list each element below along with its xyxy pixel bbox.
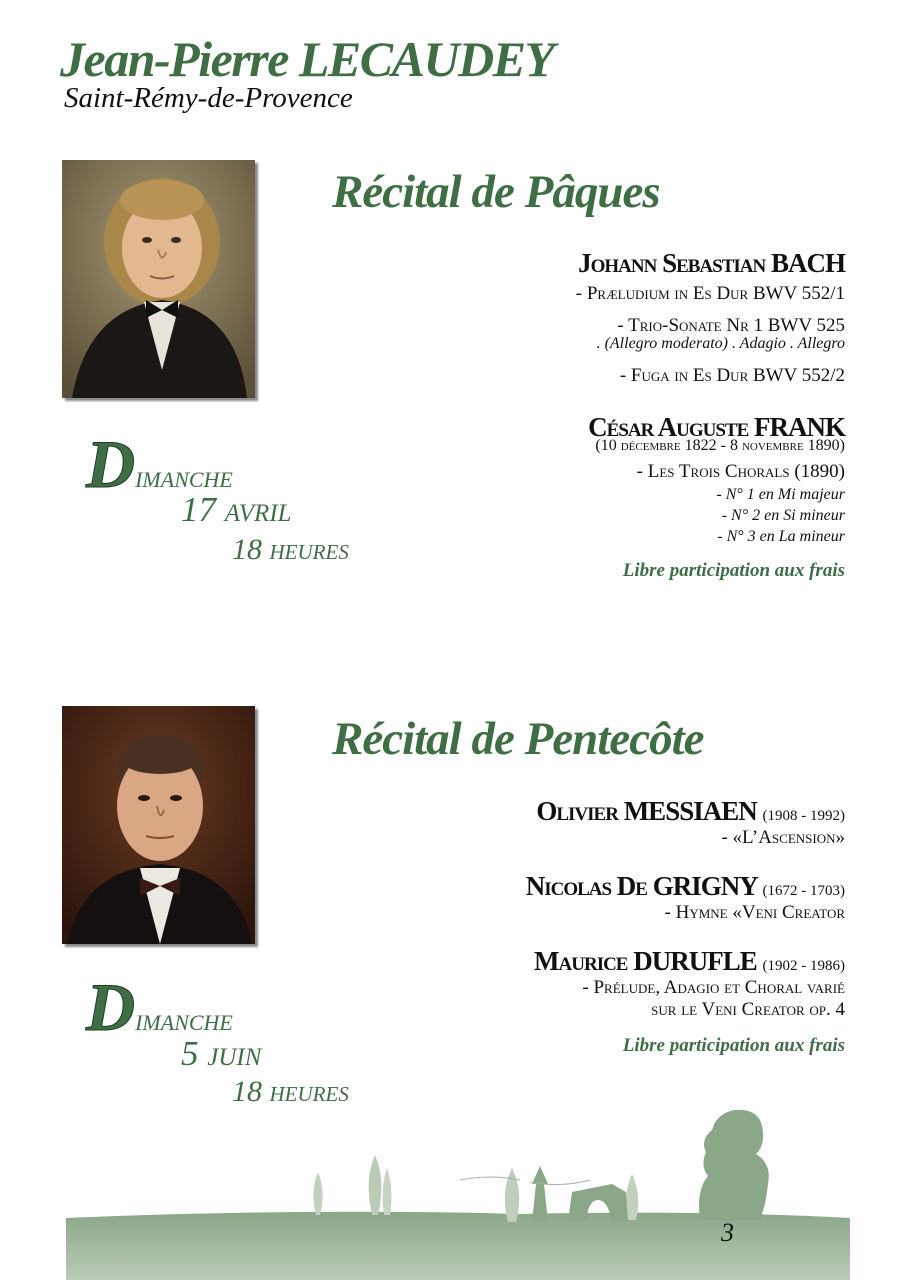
- pentecost-day-rest: imanche: [135, 1001, 233, 1037]
- composer-franck-firstnames: César Auguste: [588, 412, 749, 442]
- easter-recital-title: Récital de Pâques: [332, 166, 660, 218]
- composer-messiaen: [536, 796, 845, 827]
- portrait-durufle: [62, 706, 255, 944]
- pentecost-libre-participation: Libre participation aux frais: [622, 1035, 845, 1056]
- bach-piece-fuga: - Fuga in Es Dur BWV 552/2: [619, 365, 845, 386]
- artist-city: Saint-Rémy-de-Provence: [64, 82, 353, 114]
- grigny-work-veni-creator: - Hymne «Veni Creator: [664, 902, 845, 923]
- franck-choral-2: - N° 2 en Si mineur: [721, 507, 845, 524]
- easter-day-initial: D: [86, 426, 136, 502]
- easter-libre-participation: Libre participation aux frais: [622, 560, 845, 581]
- composer-bach-surname: BACH: [770, 248, 845, 278]
- composer-messiaen-dates: (1908 - 1992): [762, 808, 845, 824]
- figure-silhouette: [699, 1110, 769, 1220]
- messiaen-work-ascension: - «L’Ascension»: [721, 827, 845, 848]
- composer-durufle-firstname: Maurice: [534, 946, 628, 976]
- composer-grigny: [526, 871, 845, 902]
- composer-messiaen-firstname: Olivier: [536, 796, 618, 826]
- easter-date: 17 avril: [181, 490, 292, 529]
- composer-franck-surname: FRANK: [754, 412, 845, 442]
- bach-piece-trio-sonate: - Trio-Sonate Nr 1 BWV 525: [617, 315, 845, 336]
- composer-bach-firstnames: Johann Sebastian: [578, 248, 766, 278]
- composer-bach: [576, 248, 845, 279]
- messiaen-program: [536, 796, 845, 849]
- bach-trio-movements: . (Allegro moderato) . Adagio . Allegro: [596, 335, 845, 352]
- easter-time: 18 heures: [232, 533, 349, 566]
- composer-messiaen-surname: MESSIAEN: [623, 796, 757, 826]
- easter-day-rest: imanche: [135, 458, 233, 494]
- composer-grigny-surname: GRIGNY: [652, 871, 757, 901]
- franck-work-trois-chorals: - Les Trois Chorals (1890): [636, 461, 845, 482]
- franck-choral-1: - N° 1 en Mi majeur: [716, 486, 845, 503]
- composer-durufle: [534, 946, 845, 977]
- franck-dates: (10 décembre 1822 - 8 novembre 1890): [595, 437, 845, 454]
- durufle-work-line-1: - Prélude, Adagio et Choral varié: [582, 977, 845, 998]
- durufle-program: [534, 946, 845, 1057]
- composer-durufle-dates: (1902 - 1986): [762, 958, 845, 974]
- composer-grigny-dates: (1672 - 1703): [762, 883, 845, 899]
- pentecost-date: 5 juin: [181, 1034, 262, 1073]
- franck-program: [588, 412, 845, 582]
- landscape-illustration: [0, 1100, 906, 1280]
- grigny-program: [526, 871, 845, 924]
- bach-piece-praeludium: - Præludium in Es Dur BWV 552/1: [575, 283, 845, 304]
- portrait-franck: [62, 160, 255, 398]
- artist-name: Jean-Pierre LECAUDEY: [60, 31, 554, 87]
- page-number: 3: [721, 1218, 734, 1247]
- bach-program: [576, 248, 845, 387]
- pentecost-day-initial: D: [86, 969, 136, 1045]
- composer-grigny-firstname: Nicolas De: [525, 871, 647, 901]
- pentecost-time: 18 heures: [232, 1075, 349, 1108]
- pentecost-recital-title: Récital de Pentecôte: [332, 713, 704, 765]
- durufle-work-line-2: sur le Veni Creator op. 4: [651, 999, 845, 1020]
- composer-durufle-surname: DURUFLE: [633, 946, 757, 976]
- franck-choral-3: - N° 3 en La mineur: [717, 528, 845, 545]
